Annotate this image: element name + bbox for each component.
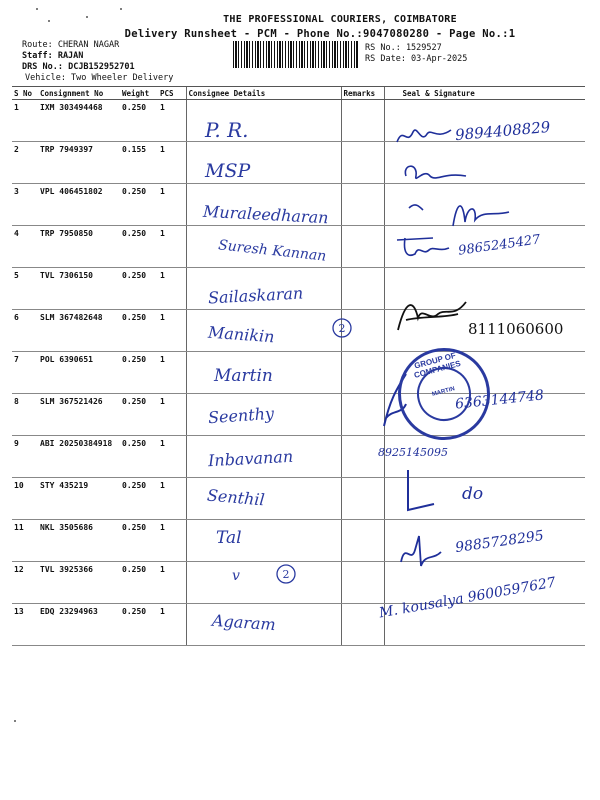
cell-pcs: 1 [158,310,186,352]
runsheet-table [12,86,585,646]
handwritten-phone: 6363144748 [454,387,545,413]
cell-sno: 2 [12,142,38,184]
table-row [12,352,585,394]
cell-weight: 0.250 [120,394,158,436]
drs-number [22,62,135,72]
vehicle-label: Vehicle: Two Wheeler Delivery [25,73,174,83]
handwritten-name: Martin [214,366,273,386]
cell-remarks [341,562,384,604]
col-header-weight: Weight [120,87,158,100]
handwritten-name: Seenthy [207,403,275,428]
circled-mark-icon [274,562,298,586]
cell-pcs: 1 [158,562,186,604]
cell-sno: 1 [12,100,38,142]
table-row [12,604,585,646]
cell-sno: 5 [12,268,38,310]
cell-weight: 0.250 [120,604,158,646]
svg-text:2: 2 [282,568,290,581]
handwritten-ditto: do [462,484,484,504]
col-header-sno: S No [12,87,38,100]
cell-remarks [341,142,384,184]
signature-scribble [392,296,472,336]
cell-consignment-no: POL 6390651 [38,352,120,394]
cell-pcs: 1 [158,352,186,394]
handwritten-name: Muraleedharan [202,201,329,228]
handwritten-phone: 9885728295 [454,527,545,557]
cell-consignment-no: STY 435219 [38,478,120,520]
cell-remarks [341,604,384,646]
cell-pcs: 1 [158,394,186,436]
barcode [233,41,358,68]
table-row [12,436,585,478]
col-header-consignment: Consignment No [38,87,120,100]
cell-consignee [186,520,341,562]
cell-consignment-no: IXM 303494468 [38,100,120,142]
table-row [12,478,585,520]
cell-remarks [341,478,384,520]
cell-sno: 7 [12,352,38,394]
handwritten-name: Agaram [211,610,277,635]
handwritten-phone: 9865245427 [457,232,542,259]
handwritten-name: v [232,568,240,584]
table-row [12,142,585,184]
drs-label: DRS No.: [22,62,63,72]
stamp-center-text: MARTIN [431,386,456,398]
col-header-consignee: Consignee Details [186,87,341,100]
cell-remarks [341,226,384,268]
cell-weight: 0.250 [120,436,158,478]
cell-sno: 11 [12,520,38,562]
cell-weight: 0.250 [120,310,158,352]
handwritten-name: Inbavanan [207,446,294,471]
cell-consignee [186,562,341,604]
cell-weight: 0.250 [120,268,158,310]
cell-weight: 0.250 [120,562,158,604]
col-header-seal: Seal & Signature [384,87,585,100]
cell-sno: 6 [12,310,38,352]
company-title: THE PROFESSIONAL COURIERS, COIMBATORE [223,14,457,25]
handwritten-phone: 9894408829 [454,117,552,145]
handwritten-name: MSP [205,160,251,182]
cell-consignment-no: ABI 20250384918 [38,436,120,478]
handwritten-name: Sailaskaran [207,283,304,308]
handwritten-phone: 8925145095 [378,446,448,459]
col-header-pcs: PCS [158,87,186,100]
cell-weight: 0.250 [120,520,158,562]
cell-sno: 9 [12,436,38,478]
circled-mark-icon [330,316,354,340]
cell-sno: 12 [12,562,38,604]
scan-speck [120,8,122,10]
cell-pcs: 1 [158,100,186,142]
rs-date: RS Date: 03-Apr-2025 [365,54,468,64]
cell-consignment-no: NKL 3505686 [38,520,120,562]
cell-consignment-no: SLM 367521426 [38,394,120,436]
cell-pcs: 1 [158,268,186,310]
svg-text:2: 2 [338,322,346,335]
cell-remarks [341,268,384,310]
cell-weight: 0.155 [120,142,158,184]
stamp-ring-text: GROUP OF COMPANIES [413,350,462,380]
cell-pcs: 1 [158,520,186,562]
cell-consignment-no: SLM 367482648 [38,310,120,352]
cell-pcs: 1 [158,478,186,520]
cell-consignment-no: VPL 406451802 [38,184,120,226]
runsheet-subtitle: Delivery Runsheet - PCM - Phone No.:9047080280 - Page No.:1 [124,28,516,40]
cell-consignment-no: TVL 7306150 [38,268,120,310]
scan-speck [36,8,38,10]
handwritten-name: Manikin [207,322,276,347]
signature-scribble [395,120,455,150]
handwritten-name: Senthil [206,485,266,510]
signature-scribble [393,232,453,262]
scan-speck [48,20,50,22]
signature-scribble [400,158,470,188]
cell-pcs: 1 [158,184,186,226]
route-label: Route: CHERAN NAGAR [22,40,120,50]
handwritten-phone: M. kousalya 9600597627 [377,574,557,622]
drs-value: DCJB152952701 [68,62,135,72]
cell-weight: 0.250 [120,100,158,142]
cell-consignment-no: TVL 3925366 [38,562,120,604]
signature-scribble [398,466,438,516]
cell-remarks [341,520,384,562]
handwritten-name: P. R. [205,118,249,142]
cell-pcs: 1 [158,226,186,268]
cell-sno: 3 [12,184,38,226]
handwritten-name: Tal [216,528,242,548]
signature-scribble [405,196,515,232]
cell-consignment-no: TRP 7949397 [38,142,120,184]
cell-weight: 0.250 [120,226,158,268]
cell-consignment-no: EDQ 23294963 [38,604,120,646]
scan-speck [86,16,88,18]
cell-sno: 13 [12,604,38,646]
handwritten-name: Suresh Kannan [217,237,327,265]
cell-consignment-no: TRP 7950850 [38,226,120,268]
col-header-remarks: Remarks [341,87,384,100]
cell-pcs: 1 [158,604,186,646]
cell-sno: 8 [12,394,38,436]
staff-label: Staff: RAJAN [22,51,84,61]
cell-weight: 0.250 [120,478,158,520]
cell-weight: 0.250 [120,184,158,226]
table-header-row [12,87,585,100]
cell-weight: 0.250 [120,352,158,394]
cell-pcs: 1 [158,436,186,478]
cell-sno: 4 [12,226,38,268]
rs-number: RS No.: 1529527 [365,43,442,53]
signature-scribble [395,532,445,572]
scan-speck [14,720,16,722]
cell-pcs: 1 [158,142,186,184]
handwritten-phone: 8111060600 [468,320,564,338]
cell-remarks [341,100,384,142]
cell-sno: 10 [12,478,38,520]
cell-remarks [341,184,384,226]
